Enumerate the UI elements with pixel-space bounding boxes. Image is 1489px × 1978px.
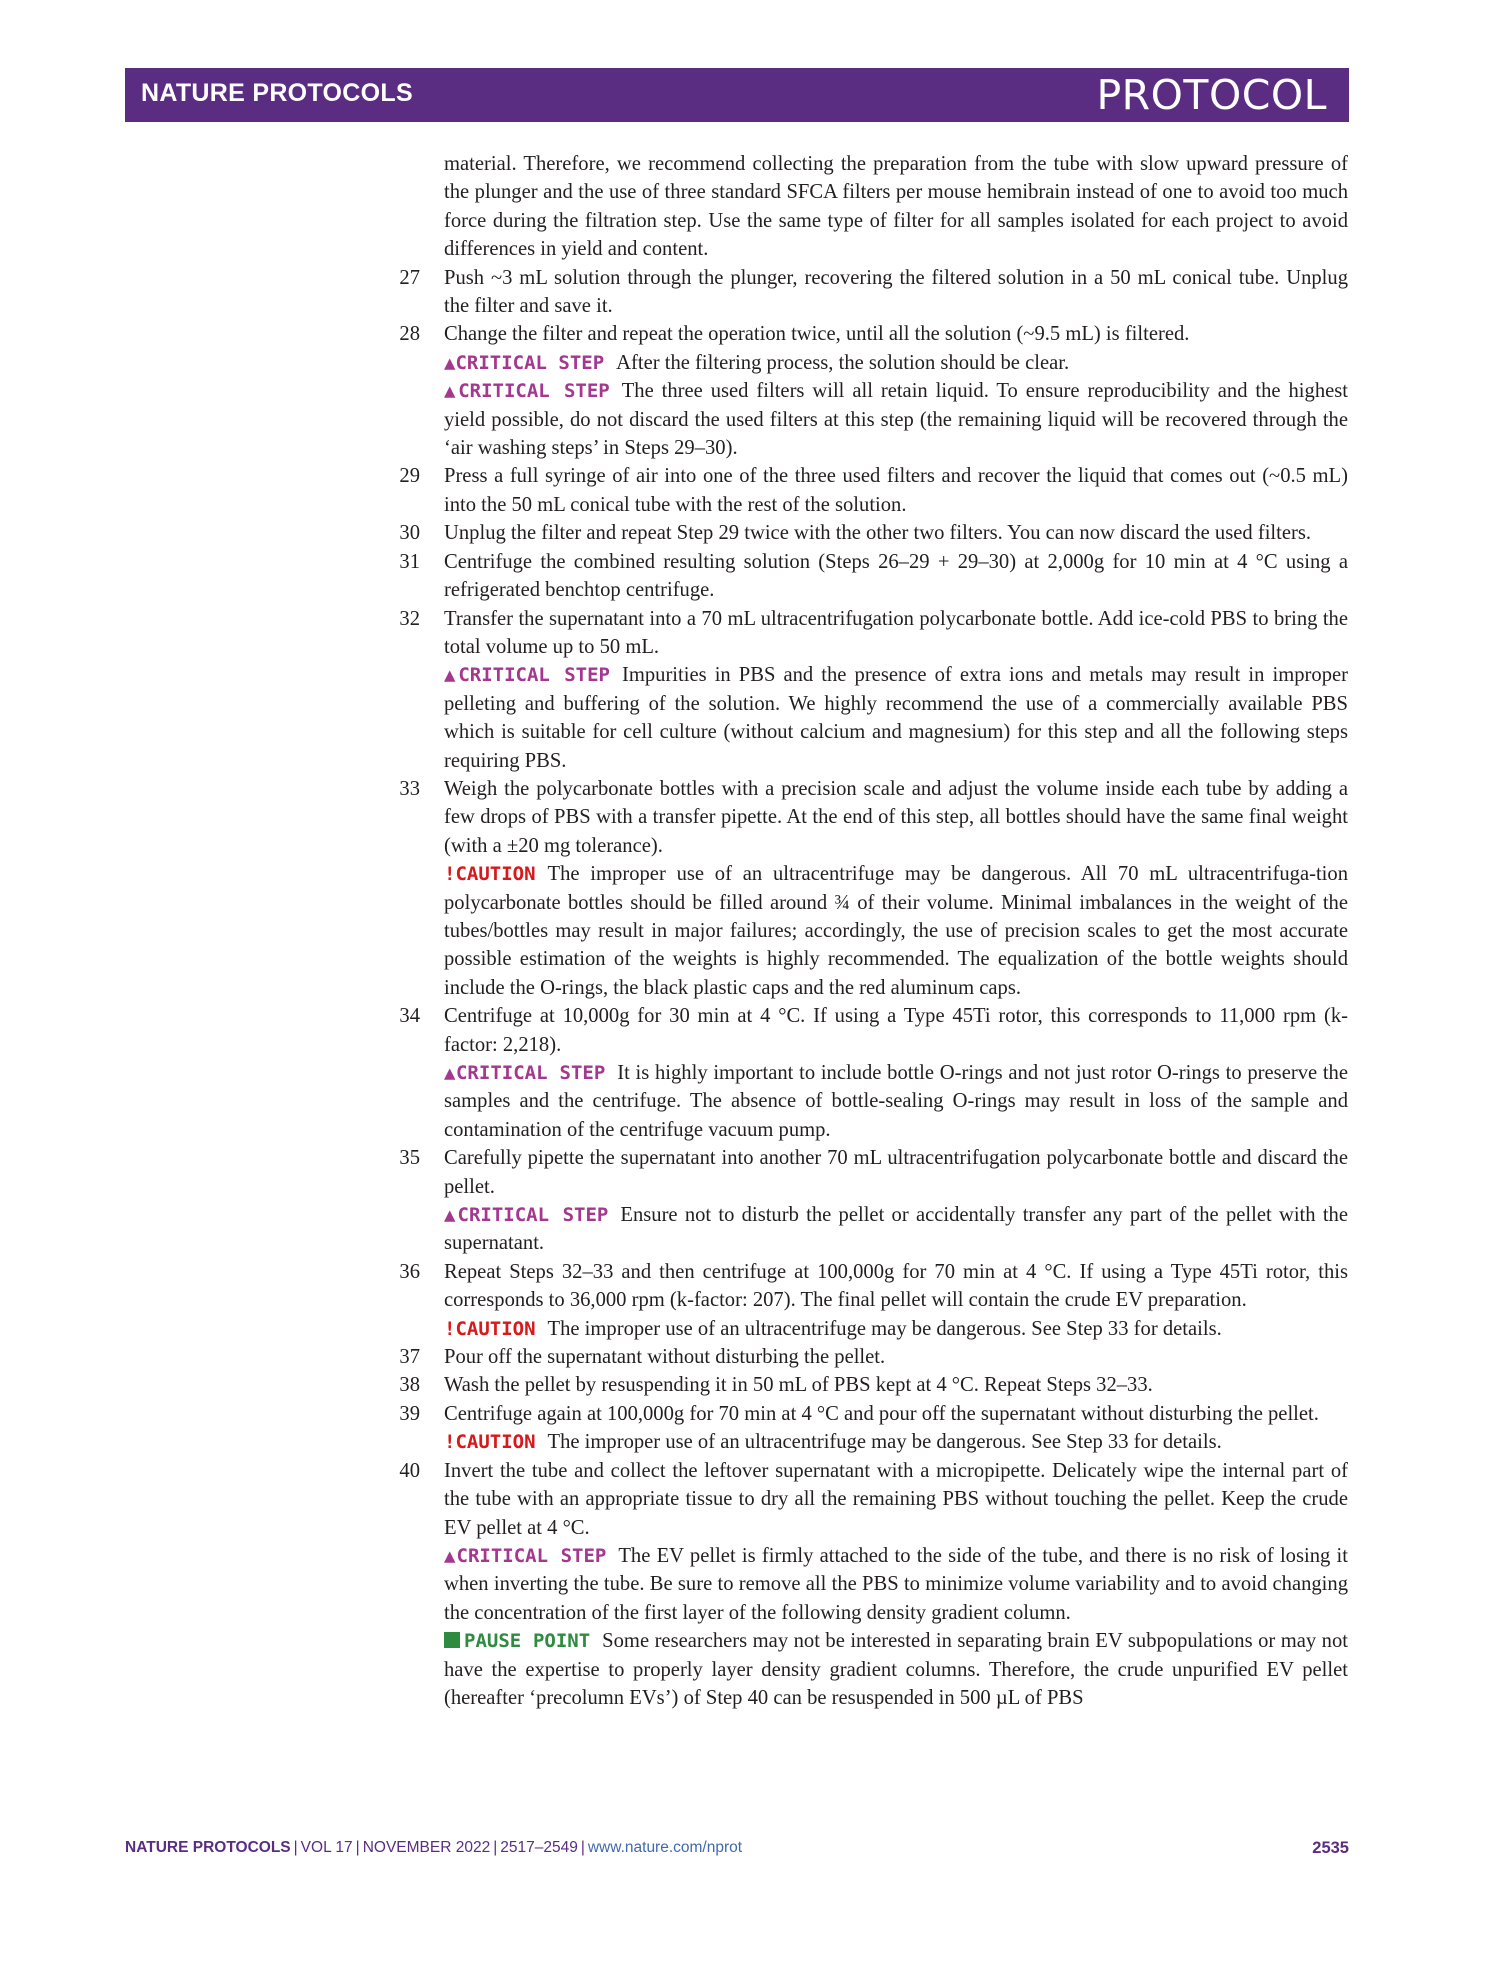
procedure-step <box>390 548 1348 605</box>
step-text: Pour off the supernatant without disturbing the pellet. <box>444 1346 886 1369</box>
step-number: 33 <box>399 777 420 800</box>
step-number: 35 <box>399 1147 420 1170</box>
step-number: 36 <box>399 1260 420 1283</box>
step-text: Repeat Steps 32–33 and then centrifuge at 100,000g for 70 min at 4 °C. If using a Type 45Ti rotor, this corresponds to 36,000 rpm (k-factor: 207). The final pellet will contain the crude EV preparation. <box>444 1260 1348 1312</box>
critical-label: ▲CRITICAL STEP <box>444 1062 606 1084</box>
step-text: Centrifuge again at 100,000g for 70 min at 4 °C and pour off the supernatant without disturbing the pellet. <box>444 1402 1319 1425</box>
step-text: Change the filter and repeat the operation twice, until all the solution (~9.5 mL) is filtered. <box>444 323 1190 346</box>
critical-note <box>444 1059 1348 1144</box>
step-text: Weigh the polycarbonate bottles with a precision scale and adjust the volume inside each tube by adding a few drops of PBS with a transfer pipette. At the end of this step, all bottles should have the same final weight (with a ±20 mg tolerance). <box>444 777 1348 857</box>
note-text: It is highly important to include bottle O-rings and not just rotor O-rings to preserve the samples and the centrifuge. The absence of bottle-sealing O-rings may result in loss of the sample and contamination of the centrifuge vacuum pump. <box>444 1062 1348 1141</box>
pause-note <box>444 1627 1348 1712</box>
step-text: Carefully pipette the supernatant into another 70 mL ultracentrifugation polycarbonate bottle and discard the pellet. <box>444 1147 1348 1198</box>
pause-label: PAUSE POINT <box>464 1630 591 1653</box>
protocol-body <box>390 150 1348 1712</box>
step-text: Push ~3 mL solution through the plunger, recovering the filtered solution in a 50 mL conical tube. Unplug the filter and save it. <box>444 266 1348 318</box>
step-number: 28 <box>399 323 420 346</box>
step-text: Centrifuge the combined resulting solution (Steps 26–29 + 29–30) at 2,000g for 10 min at 4 °C using a refrigerated benchtop centrifuge. <box>444 550 1348 602</box>
note-text: The improper use of an ultracentrifuge may be dangerous. See Step 33 for details. <box>547 1317 1222 1340</box>
note-text: Ensure not to disturb the pellet or accidentally transfer any part of the pellet with the supernatant. <box>444 1204 1348 1255</box>
procedure-step <box>390 1457 1348 1713</box>
procedure-step <box>390 462 1348 519</box>
note-text: After the filtering process, the solution should be clear. <box>616 351 1070 374</box>
procedure-step <box>390 519 1348 547</box>
footer-volume: VOL 17 <box>300 1839 353 1856</box>
step-text: Unplug the filter and repeat Step 29 twice with the other two filters. You can now discard the used filters. <box>444 522 1312 545</box>
caution-note <box>444 860 1348 1002</box>
caution-label: !CAUTION <box>444 1431 536 1454</box>
procedure-step <box>390 1343 1348 1371</box>
note-text: The improper use of an ultracentrifuge may be dangerous. All 70 mL ultracentrifuga-tion polycarbonate bottles should be filled around ¾ of their volume. Minimal imbalances in the weight of the tubes/bottles may result in major failures; accordingly, the use of precision scales to get the most accurate possible estimation of the weights is highly recommended. The equalization of the bottle weights should include the O-rings, the black plastic caps and the red aluminum caps. <box>444 863 1348 999</box>
caution-label: !CAUTION <box>444 863 536 886</box>
step-number: 38 <box>399 1374 420 1397</box>
procedure-step <box>390 1144 1348 1258</box>
continuation-paragraph: material. Therefore, we recommend collecting the preparation from the tube with slow upward pressure of the plunger and the use of three standard SFCA filters per mouse hemibrain instead of one to avoid too much force during the filtration step. Use the same type of filter for all samples isolated for each project to avoid differences in yield and content. <box>444 153 1348 261</box>
critical-label: ▲CRITICAL STEP <box>444 1204 609 1227</box>
procedure-step <box>390 775 1348 1002</box>
critical-label: ▲CRITICAL STEP <box>444 351 605 374</box>
page-footer: NATURE PROTOCOLS | VOL 17 | NOVEMBER 2022 | 2517–2549 | www.nature.com/nprot 2535 <box>125 1839 1349 1857</box>
note-text: The improper use of an ultracentrifuge may be dangerous. See Step 33 for details. <box>547 1431 1222 1454</box>
procedure-step <box>390 1258 1348 1343</box>
step-number: 31 <box>399 550 420 573</box>
step-number: 32 <box>399 607 420 630</box>
step-text: Wash the pellet by resuspending it in 50 mL of PBS kept at 4 °C. Repeat Steps 32–33. <box>444 1374 1153 1397</box>
footer-journal: NATURE PROTOCOLS <box>125 1839 291 1856</box>
step-number: 30 <box>399 522 420 545</box>
step-number: 29 <box>399 465 420 488</box>
critical-label: ▲CRITICAL STEP <box>444 380 610 403</box>
step-text: Invert the tube and collect the leftover supernatant with a micropipette. Delicately wipe the internal part of the tube with an appropriate tissue to dry all the remaining PBS without touching the pellet. Keep the crude EV pellet at 4 °C. <box>444 1459 1348 1539</box>
footer-date: NOVEMBER 2022 <box>362 1839 491 1856</box>
journal-header-bar <box>125 68 1349 122</box>
note-text: The three used filters will all retain liquid. To ensure reproducibility and the highest yield possible, do not discard the used filters at this step (the remaining liquid will be recovered through the ‘air washing steps’ in Steps 29–30). <box>444 380 1348 460</box>
procedure-step <box>390 1002 1348 1144</box>
step-number: 34 <box>399 1005 420 1028</box>
procedure-step <box>390 264 1348 321</box>
critical-label: ▲CRITICAL STEP <box>444 1544 607 1567</box>
caution-label: !CAUTION <box>444 1317 536 1340</box>
footer-pages: 2517–2549 <box>500 1839 578 1856</box>
procedure-step <box>390 605 1348 775</box>
step-number: 39 <box>399 1402 420 1425</box>
critical-note <box>444 349 1348 377</box>
note-text: Impurities in PBS and the presence of extra ions and metals may result in improper pelleting and buffering of the solution. We highly recommend the use of a commercially available PBS which is suitable for cell culture (without calcium and magnesium) for this step and all the following steps requiring PBS. <box>444 664 1348 772</box>
critical-note <box>444 661 1348 775</box>
critical-note <box>444 377 1348 462</box>
pause-point-square-icon <box>444 1632 460 1648</box>
caution-note <box>444 1428 1348 1456</box>
footer-url-link[interactable]: www.nature.com/nprot <box>587 1839 743 1856</box>
procedure-step <box>390 1400 1348 1457</box>
step-number: 37 <box>399 1346 420 1369</box>
critical-note <box>444 1201 1348 1258</box>
note-text: Some researchers may not be interested in separating brain EV subpopulations or may not have the expertise to properly layer density gradient columns. Therefore, the crude unpurified EV pellet (hereafter ‘precolumn EVs’) of Step 40 can be resuspended in 500 µL of PBS <box>444 1630 1348 1709</box>
critical-label: ▲CRITICAL STEP <box>444 664 610 687</box>
step-text: Transfer the supernatant into a 70 mL ultracentrifugation polycarbonate bottle. Add ice-cold PBS to bring the total volume up to 50 mL. <box>444 607 1348 658</box>
page-number: 2535 <box>1312 1839 1349 1857</box>
step-text: Press a full syringe of air into one of the three used filters and recover the liquid that comes out (~0.5 mL) into the 50 mL conical tube with the rest of the solution. <box>444 465 1348 516</box>
procedure-steps <box>390 264 1348 1713</box>
step-number: 40 <box>399 1459 420 1482</box>
critical-note <box>444 1542 1348 1627</box>
article-type: PROTOCOL <box>1096 71 1327 119</box>
note-text: The EV pellet is firmly attached to the side of the tube, and there is no risk of losing it when inverting the tube. Be sure to remove all the PBS to minimize volume variability and to avoid changing the concentration of the first layer of the following density gradient column. <box>444 1544 1348 1624</box>
procedure-step <box>390 1371 1348 1399</box>
step-number: 27 <box>399 266 420 289</box>
procedure-step <box>390 320 1348 462</box>
journal-name: NATURE PROTOCOLS <box>141 79 413 107</box>
step-text: Centrifuge at 10,000g for 30 min at 4 °C. If using a Type 45Ti rotor, this corresponds to 11,000 rpm (k-factor: 2,218). <box>444 1005 1348 1056</box>
caution-note <box>444 1315 1348 1343</box>
